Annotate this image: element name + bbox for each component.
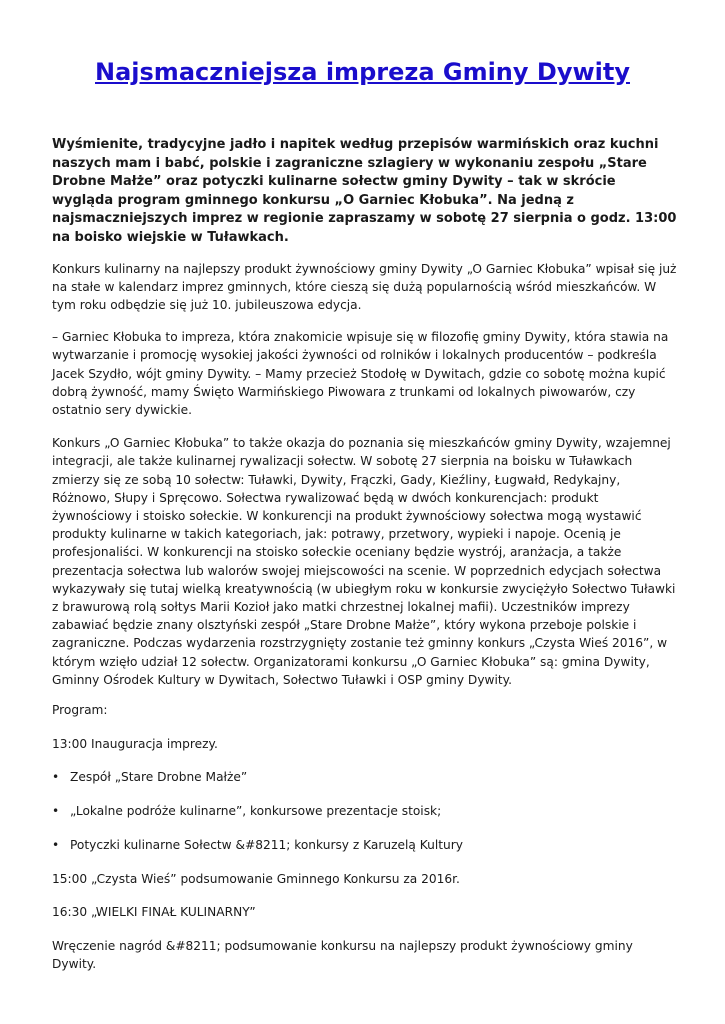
program-bullet-text: „Lokalne podróże kulinarne”, konkursowe prezentacje stoisk; xyxy=(70,804,442,819)
program-bullet xyxy=(52,802,677,820)
program-bullet-text: Potyczki kulinarne Sołectw &#8211; konkursy z Karuzelą Kultury xyxy=(70,837,463,852)
program-bullet-text: Zespół „Stare Drobne Małże” xyxy=(70,770,248,785)
program-closing: Wręczenie nagród &#8211; podsumowanie konkursu na najlepszy produkt żywnościowy gminy Dywity. xyxy=(52,938,633,972)
program-bullet xyxy=(52,768,677,786)
lead-paragraph: Wyśmienite, tradycyjne jadło i napitek według przepisów warmińskich oraz kuchni naszych mam i babć, polskie i zagraniczne szlagiery w wykonaniu zespołu „Stare Drobne Małże” oraz potyczki kulinarne sołectw gminy Dywity – tak w skrócie wygląda program gminnego konkursu „O Garniec Kłobuka”. Na jedną z najsmaczniejszych imprez w regionie zapraszamy w sobotę 27 sierpnia o godz. 13:00 na boisko wiejskie w Tuławkach. xyxy=(52,137,677,245)
bullet-icon: • xyxy=(52,770,60,785)
program-item-opening: 13:00 Inauguracja imprezy. xyxy=(52,736,218,751)
article-title[interactable]: Najsmaczniejsza impreza Gminy Dywity xyxy=(95,58,630,86)
paragraph-intro: Konkurs kulinarny na najlepszy produkt żywnościowy gminy Dywity „O Garniec Kłobuka” wpisał się już na stałe w kalendarz imprez gminnych, które cieszą się dużą popularnością wśród mieszkańców. W tym roku odbędzie się już 10. jubileuszowa edycja. xyxy=(52,261,677,312)
program-heading: Program: xyxy=(52,703,108,718)
program-item-1500: 15:00 „Czysta Wieś” podsumowanie Gminnego Konkursu za 2016r. xyxy=(52,871,460,886)
program-item-1630: 16:30 „WIELKI FINAŁ KULINARNY” xyxy=(52,905,256,920)
paragraph-details: Konkurs „O Garniec Kłobuka” to także okazja do poznania się mieszkańców gminy Dywity, wzajemnej integracji, ale także kulinarnej rywalizacji sołectw. W sobotę 27 sierpnia na boisku w Tuławkach zmierzy się ze sobą 10 sołectw: Tuławki, Dywity, Frączki, Gady, Kieźliny, Ługwałd, Redykajny, Różnowo, Słupy i Spręcowo. Sołectwa rywalizować będą w dwóch konkurencjach: produkt żywnościowy i stoisko sołeckie. W konkurencji na produkt żywnościowy sołectwa mogą wystawić produkty kulinarne w takich kategoriach, jak: potrawy, przetwory, wypieki i napoje. Ocenią je profesjonaliści. W konkurencji na stoisko sołeckie oceniany będzie wystrój, aranżacja, a także prezentacja sołectwa lub walorów swojej miejscowości na scenie. W poprzednich edycjach sołectwa wykazywały się tutaj wielką kreatywnością (w ubiegłym roku w konkursie zwyciężyło Sołectwo Tuławki z brawurową rolą sołtys Marii Kozioł jako matki chrzestnej lokalnej mafii). Uczestników imprezy zabawiać będzie znany olsztyński zespół „Stare Drobne Małże”, który wykona przeboje polskie i zagraniczne. Podczas wydarzenia rozstrzygnięty zostanie też gminny konkurs „Czysta Wieś 2016”, w którym wzięło udział 12 sołectw. Organizatorami konkursu „O Garniec Kłobuka” są: gmina Dywity, Gminny Ośrodek Kultury w Dywitach, Sołectwo Tuławki i OSP gminy Dywity. xyxy=(52,436,676,687)
bullet-icon: • xyxy=(52,804,60,819)
bullet-icon: • xyxy=(52,837,60,852)
article-body xyxy=(52,136,677,989)
paragraph-quote: – Garniec Kłobuka to impreza, która znakomicie wpisuje się w filozofię gminy Dywity, która stawia na wytwarzanie i promocję wysokiej jakości żywności od rolników i lokalnych producentów – podkreśla Jacek Szydło, wójt gminy Dywity. – Mamy przecież Stodołę w Dywitach, gdzie co sobotę można kupić dobrą żywność, mamy Święto Warmińskiego Piwowara z trunkami od lokalnych piwowarów, czy ostatnio sery dywickie. xyxy=(52,330,669,417)
program-bullet xyxy=(52,836,677,854)
